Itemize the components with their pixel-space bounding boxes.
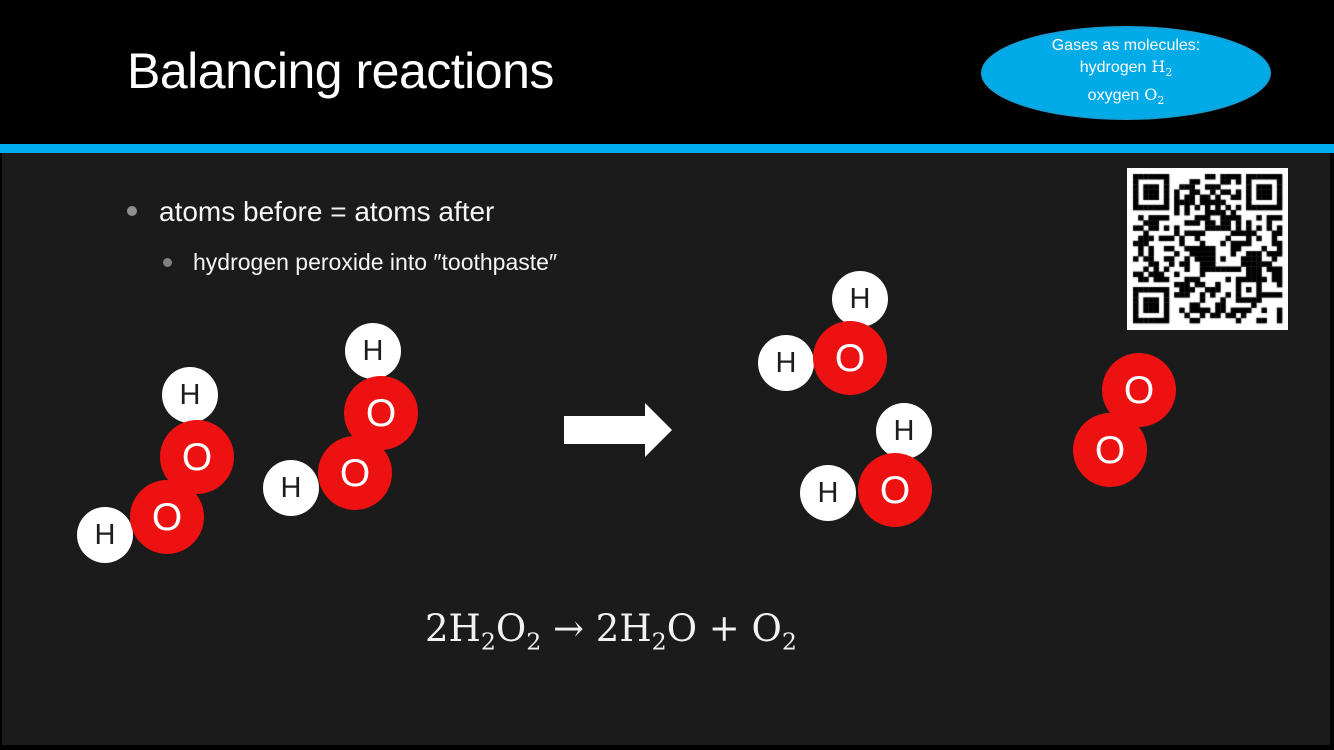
callout-hydrogen-word: hydrogen [1079,59,1147,77]
oxygen-atom: O [130,480,204,554]
callout-line-1: Gases as molecules: [1051,37,1201,55]
slide-title: Balancing reactions [127,43,554,99]
oxygen-atom: O [813,321,887,395]
oxygen-formula: $O_2$ [1144,84,1165,107]
hydrogen-formula: $H_2$ [1151,57,1173,80]
hydrogen-atom: H [77,507,133,563]
bullet-text: hydrogen peroxide into ″toothpaste″ [193,249,558,275]
callout-oxygen-word: oxygen [1087,86,1140,104]
qr-code [1127,168,1288,330]
hydrogen-atom: H [832,271,888,327]
hydrogen-atom: H [876,403,932,459]
oxygen-atom: O [1102,353,1176,427]
oxygen-atom: O [160,420,234,494]
bullet-dot [127,206,137,216]
hydrogen-atom: H [162,367,218,423]
hydrogen-atom: H [263,460,319,516]
chemical-equation: $2H_2O_2 \to 2H_2O + O_2$ [425,607,797,656]
oxygen-atom: O [318,436,392,510]
hydrogen-atom: H [758,335,814,391]
hydrogen-atom: H [345,323,401,379]
bullet-item-1 [127,196,494,228]
oxygen-atom: O [1073,413,1147,487]
bullet-item-2 [163,249,557,276]
gases-callout-ellipse [981,26,1271,120]
oxygen-atom: O [858,453,932,527]
reaction-arrow-icon [564,403,672,457]
hydrogen-atom: H [800,465,856,521]
callout-line-3 [1088,84,1165,111]
bullet-dot [163,258,172,267]
bullet-text: atoms before = atoms after [159,196,495,227]
accent-divider-line [0,144,1334,153]
callout-line-2 [1080,56,1173,83]
oxygen-atom: O [344,376,418,450]
